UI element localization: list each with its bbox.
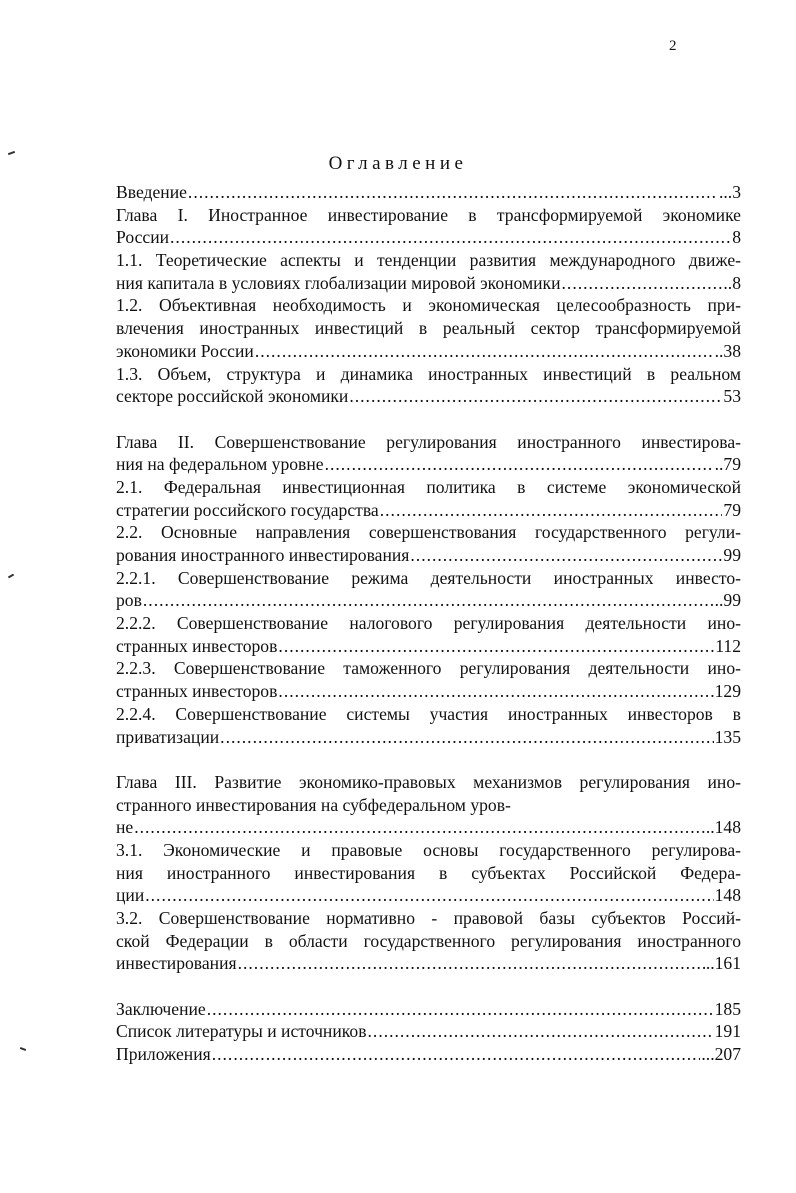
toc-entry-bibliography: Список литературы и источников ..... 191 — [116, 1020, 741, 1043]
spacer — [116, 408, 741, 431]
toc-entry-2-1: 2.1. Федеральная инвестиционная политика в системе экономической стратегии российского государства ..... 79 — [116, 476, 741, 521]
toc-entry-chapter-1: Глава I. Иностранное инвестирование в трансформируемой экономике России ..... 8 — [116, 204, 741, 249]
scan-mark — [20, 1047, 26, 1051]
spacer — [116, 748, 741, 771]
table-of-contents — [116, 181, 741, 1066]
toc-entry-3-1: 3.1. Экономические и правовые основы государственного регулирова- ния иностранного инвестирования в субъектах Российской Федера- ции ..... 148 — [116, 839, 741, 907]
toc-entry-2-2-2: 2.2.2. Совершенствование налогового регулирования деятельности ино- странных инвесторов ..... 112 — [116, 612, 741, 657]
toc-entry-1-3: 1.3. Объем, структура и динамика иностранных инвестиций в реальном секторе российской экономики ..... 53 — [116, 363, 741, 408]
page-number: 2 — [669, 38, 677, 54]
toc-entry-appendices: Приложения ..... ...207 — [116, 1043, 741, 1066]
toc-entry-1-2: 1.2. Объективная необходимость и экономическая целесообразность при- влечения иностранных инвестиций в реальный сектор трансформируемой экономики России ..... ..38 — [116, 294, 741, 362]
toc-entry-2-2-1: 2.2.1. Совершенствование режима деятельности иностранных инвесто- ров ..... ..99 — [116, 567, 741, 612]
scan-mark — [8, 574, 14, 579]
spacer — [116, 975, 741, 998]
toc-entry-introduction: Введение ..... ...3 — [116, 181, 741, 204]
toc-entry-3-2: 3.2. Совершенствование нормативно - правовой базы субъектов Россий- ской Федерации в области государственного регулирования иностранного инвестирования ..... ..161 — [116, 907, 741, 975]
toc-entry-2-2-3: 2.2.3. Совершенствование таможенного регулирования деятельности ино- странных инвесторов ..... 129 — [116, 657, 741, 702]
toc-entry-conclusion: Заключение ..... 185 — [116, 998, 741, 1021]
toc-entry-chapter-2: Глава II. Совершенствование регулирования иностранного инвестирова- ния на федеральном уровне ..... ..79 — [116, 431, 741, 476]
toc-entry-2-2-4: 2.2.4. Совершенствование системы участия иностранных инвесторов в приватизации ..... 135 — [116, 703, 741, 748]
toc-title: Оглавление — [328, 153, 468, 174]
toc-entry-2-2: 2.2. Основные направления совершенствования государственного регули- рования иностранного инвестирования ..... 99 — [116, 521, 741, 566]
toc-entry-1-1: 1.1. Теоретические аспекты и тенденции развития международного движе- ния капитала в условиях глобализации мировой экономики ..... ..8 — [116, 249, 741, 294]
toc-entry-chapter-3: Глава III. Развитие экономико-правовых механизмов регулирования ино- странного инвестирования на субфедеральном уров- не ..... ..148 — [116, 771, 741, 839]
